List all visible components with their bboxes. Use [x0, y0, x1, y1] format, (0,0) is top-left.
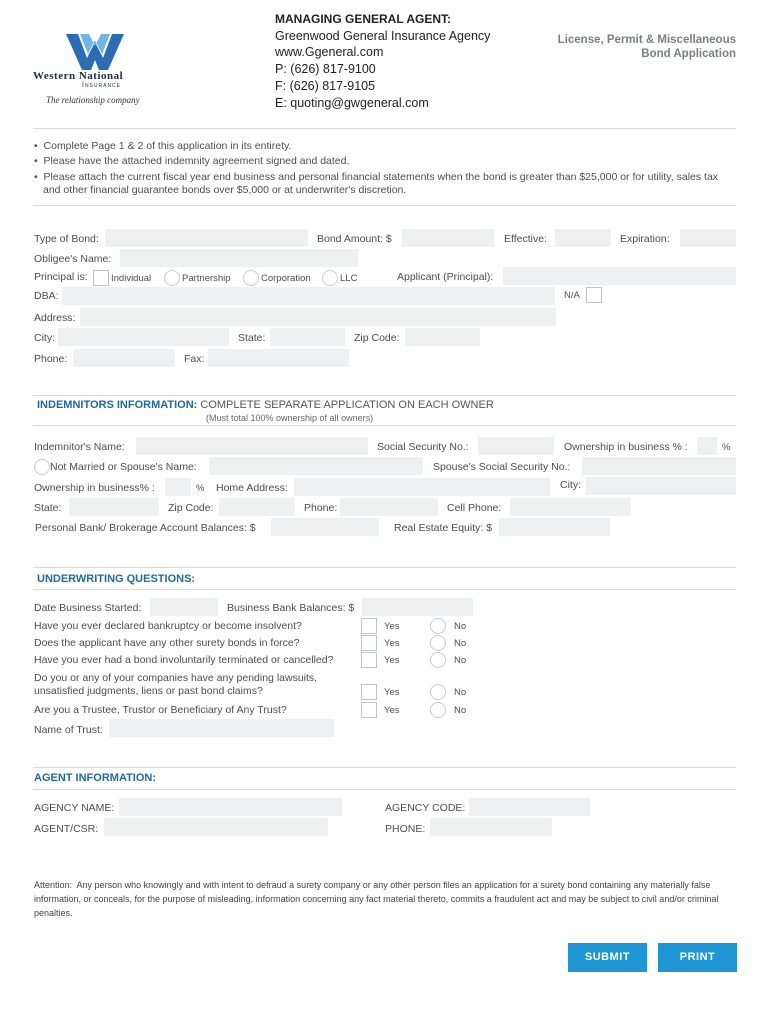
indemnitor-name-field[interactable]: [136, 437, 368, 455]
q1-no-radio[interactable]: [430, 618, 446, 634]
question-4-line-2: unsatisfied judgments, liens or past bond claims?: [34, 685, 263, 697]
expiration-field[interactable]: [680, 229, 736, 247]
q1-yes-checkbox[interactable]: [361, 618, 377, 634]
state-field[interactable]: [270, 328, 345, 346]
q5-no-radio[interactable]: [430, 702, 446, 718]
home-address-field[interactable]: [294, 478, 550, 496]
agent-csr-field[interactable]: [104, 818, 328, 836]
type-of-bond-label: Type of Bond:: [34, 233, 99, 245]
agency-name-label: AGENCY NAME:: [34, 802, 115, 814]
yes-label: Yes: [384, 705, 400, 716]
applicant-label: Applicant (Principal):: [397, 271, 494, 283]
city-field[interactable]: [58, 328, 229, 346]
obligee-label: Obligee's Name:: [34, 253, 112, 265]
principal-option-label: Partnership: [182, 273, 231, 284]
divider: [33, 425, 736, 426]
business-bank-field[interactable]: [362, 598, 473, 616]
q4-no-radio[interactable]: [430, 684, 446, 700]
instruction-item: • Complete Page 1 & 2 of this application in its entirety.: [34, 140, 292, 152]
agent-title: MANAGING GENERAL AGENT:: [275, 12, 452, 26]
real-estate-field[interactable]: [499, 518, 610, 536]
state-label: State:: [238, 332, 266, 344]
agency-website[interactable]: www.Ggeneral.com: [275, 45, 384, 59]
indemnitors-subnote: (Must total 100% ownership of all owners): [206, 413, 374, 423]
question-3: Have you ever had a bond involuntarily terminated or cancelled?: [34, 654, 334, 666]
date-started-label: Date Business Started:: [34, 602, 142, 614]
trust-name-field[interactable]: [109, 719, 334, 737]
question-4-line-1: Do you or any of your companies have any pending lawsuits,: [34, 672, 318, 684]
divider: [33, 205, 736, 206]
city-label: City:: [34, 332, 55, 344]
principal-option-label: LLC: [340, 273, 358, 284]
divider: [33, 589, 736, 590]
q2-no-radio[interactable]: [430, 635, 446, 651]
indemnitor-city-field[interactable]: [586, 477, 736, 495]
home-address-label: Home Address:: [216, 482, 288, 494]
divider: [33, 767, 736, 768]
indemnitor-state-label: State:: [34, 502, 62, 514]
percent-sign: %: [196, 483, 205, 494]
divider: [33, 395, 736, 396]
cell-phone-field[interactable]: [510, 498, 631, 516]
spouse-name-field[interactable]: [209, 457, 423, 475]
effective-field[interactable]: [555, 229, 611, 247]
indemnitor-name-label: Indemnitor's Name:: [34, 441, 125, 453]
indemnitor-zip-label: Zip Code:: [168, 502, 214, 514]
principal-option-label: Individual: [111, 273, 152, 284]
logo-sub: Insurance: [82, 82, 122, 89]
indemnitor-zip-field[interactable]: [219, 498, 295, 516]
not-married-radio[interactable]: [34, 459, 50, 475]
instruction-item: • Please have the attached indemnity agreement signed and dated.: [34, 155, 350, 167]
no-label: No: [454, 705, 467, 716]
divider: [33, 789, 736, 790]
indemnitor-state-field[interactable]: [69, 498, 159, 516]
ssn-label: Social Security No.:: [377, 441, 469, 453]
logo-company: Western National: [33, 70, 124, 82]
principal-corporation-radio[interactable]: [243, 270, 259, 286]
spouse-ssn-label: Spouse's Social Security No.:: [433, 461, 571, 473]
fax-field[interactable]: [208, 349, 349, 367]
agency-name-field[interactable]: [119, 798, 342, 816]
not-married-label: Not Married or Spouse's Name:: [50, 461, 197, 473]
agency-name: Greenwood General Insurance Agency: [275, 29, 491, 43]
address-field[interactable]: [80, 308, 556, 326]
q4-yes-checkbox[interactable]: [361, 684, 377, 700]
business-bank-label: Business Bank Balances: $: [227, 602, 355, 614]
print-button[interactable]: PRINT: [658, 943, 737, 972]
agent-heading: AGENT INFORMATION:: [34, 772, 157, 784]
indemnitor-phone-field[interactable]: [340, 498, 438, 516]
bank-balances-field[interactable]: [271, 518, 379, 536]
instruction-item: • Please attach the current fiscal year end business and personal financial statements when the bond is greater than $25,000 or for utility, sales tax and other financial guarantee bonds over $5,000 or at underwriter's discretion.: [34, 171, 719, 196]
trust-name-label: Name of Trust:: [34, 724, 103, 736]
bank-balances-label: Personal Bank/ Brokerage Account Balances: $: [35, 522, 256, 534]
percent-sign: %: [722, 442, 731, 453]
form-title-1: License, Permit & Miscellaneous: [557, 34, 736, 46]
effective-label: Effective:: [504, 233, 547, 245]
q2-yes-checkbox[interactable]: [361, 635, 377, 651]
yes-label: Yes: [384, 638, 400, 649]
zip-field[interactable]: [405, 328, 480, 346]
no-label: No: [454, 687, 467, 698]
question-2: Does the applicant have any other surety bonds in force?: [34, 637, 300, 649]
no-label: No: [454, 621, 467, 632]
na-checkbox[interactable]: [586, 287, 602, 303]
dba-label: DBA:: [34, 290, 59, 302]
date-started-field[interactable]: [150, 598, 218, 616]
indemnitor-city-label: City:: [560, 479, 581, 491]
dba-field[interactable]: [62, 287, 555, 305]
na-label: N/A: [564, 290, 580, 301]
principal-individual-checkbox[interactable]: [93, 270, 109, 286]
ownership-field[interactable]: [697, 437, 717, 455]
q3-yes-checkbox[interactable]: [361, 652, 377, 668]
applicant-field[interactable]: [503, 267, 736, 285]
agency-email[interactable]: E: quoting@gwgeneral.com: [275, 96, 429, 110]
agency-fax: F: (626) 817-9105: [275, 79, 376, 93]
agency-code-label: AGENCY CODE:: [385, 802, 466, 814]
bond-amount-label: Bond Amount: $: [317, 233, 392, 245]
cell-phone-label: Cell Phone:: [447, 502, 502, 514]
attention-notice: Attention: Any person who knowingly and with intent to defraud a surety company or any other person files an application for a surety bond containing any materially false information, or conceals, for the purpose of misleading, information concerning any fact material thereto, commits a fraudulent act and may be subject to civil and/or criminal penalties.: [34, 880, 719, 918]
no-label: No: [454, 638, 467, 649]
no-label: No: [454, 655, 467, 666]
ssn-field[interactable]: [478, 437, 554, 455]
submit-button[interactable]: SUBMIT: [568, 943, 647, 972]
underwriting-heading: UNDERWRITING QUESTIONS:: [37, 573, 196, 585]
question-1: Have you ever declared bankruptcy or become insolvent?: [34, 620, 302, 632]
divider: [33, 567, 736, 568]
principal-partnership-radio[interactable]: [164, 270, 180, 286]
real-estate-label: Real Estate Equity: $: [394, 522, 493, 534]
obligee-field[interactable]: [120, 249, 358, 267]
indemnitor-phone-label: Phone:: [304, 502, 338, 514]
principal-label: Principal is:: [34, 271, 88, 283]
agent-phone-label: PHONE:: [385, 823, 426, 835]
logo-tagline: The relationship company: [46, 95, 140, 105]
agent-phone-field[interactable]: [430, 818, 552, 836]
form-title-2: Bond Application: [641, 48, 736, 60]
question-5: Are you a Trustee, Trustor or Beneficiary of Any Trust?: [34, 704, 287, 716]
expiration-label: Expiration:: [620, 233, 670, 245]
indemnitors-heading: INDEMNITORS INFORMATION: COMPLETE SEPARATE APPLICATION ON EACH OWNER: [37, 399, 494, 411]
spouse-ssn-field[interactable]: [582, 457, 736, 475]
w-logo-icon: [66, 34, 124, 70]
yes-label: Yes: [384, 655, 400, 666]
agency-code-field[interactable]: [469, 798, 590, 816]
phone-label: Phone:: [34, 353, 68, 365]
phone-field[interactable]: [73, 349, 175, 367]
principal-llc-radio[interactable]: [322, 270, 338, 286]
fax-label: Fax:: [184, 353, 205, 365]
address-label: Address:: [34, 312, 76, 324]
divider: [33, 128, 736, 129]
yes-label: Yes: [384, 621, 400, 632]
q3-no-radio[interactable]: [430, 652, 446, 668]
agency-phone: P: (626) 817-9100: [275, 62, 376, 76]
ownership2-field[interactable]: [165, 478, 191, 496]
agent-csr-label: AGENT/CSR:: [34, 823, 99, 835]
yes-label: Yes: [384, 687, 400, 698]
q5-yes-checkbox[interactable]: [361, 702, 377, 718]
ownership-label: Ownership in business % :: [564, 441, 688, 453]
type-of-bond-field[interactable]: [105, 229, 308, 247]
principal-option-label: Corporation: [261, 273, 311, 284]
zip-label: Zip Code:: [354, 332, 400, 344]
bond-amount-field[interactable]: [402, 229, 494, 247]
ownership2-label: Ownership in business% :: [34, 482, 155, 494]
